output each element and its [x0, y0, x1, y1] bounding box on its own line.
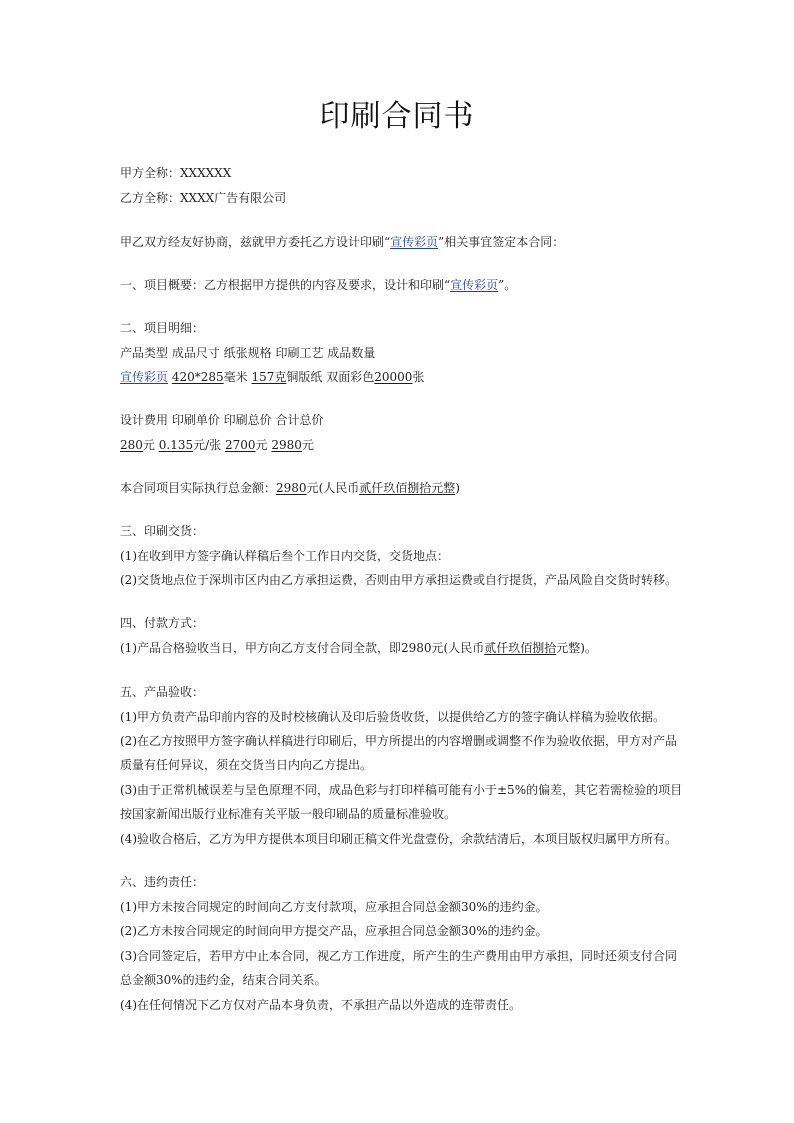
grand-total-value: 2980	[271, 438, 302, 452]
party-b-line: 乙方全称：XXXX广告有限公司	[120, 191, 287, 205]
delivery-item-2: (2)交货地点位于深圳市区内由乙方承担运费，否则由甲方承担运费或自行提货，产品风险自交货时转移。	[120, 573, 678, 587]
item-table-header-1: 产品类型 成品尺寸 纸张规格 印刷工艺 成品数量	[120, 346, 376, 360]
product-link[interactable]: 宣传彩页	[390, 235, 439, 249]
section-5-heading: 五、产品验收：	[120, 685, 205, 699]
acceptance-line-1: (1)甲方负责产品印前内容的及时校核确认及印后验货收货，以提供给乙方的签字确认样稿为验收依据。	[120, 710, 666, 724]
item-table-header-2: 设计费用 印刷单价 印刷总价 合计总价	[120, 413, 324, 427]
item-table-row-1: 宣传彩页 420*285毫米 157克铜版纸 双面彩色20000张	[120, 370, 425, 384]
unit-price-value: 0.135	[158, 438, 194, 452]
print-process-value: 双面彩色	[326, 370, 375, 384]
acceptance-line-6: (4)验收合格后，乙方为甲方提供本项目印刷正稿文件光盘壹份，余款结清后，本项目版权归属甲方所有。	[120, 832, 678, 846]
document-title: 印刷合同书	[319, 99, 475, 134]
party-a-line: 甲方全称：XXXXXX	[120, 166, 232, 180]
product-link[interactable]: 宣传彩页	[450, 278, 499, 292]
paper-weight-value: 157克	[251, 370, 287, 384]
acceptance-line-2: (2)在乙方按照甲方签字确认样稿进行印刷后，甲方所提出的内容增删或调整不作为验收依据，甲方对产品	[120, 734, 678, 748]
section-1-overview: 一、项目概要：乙方根据甲方提供的内容及要求，设计和印刷“宣传彩页”。	[120, 278, 517, 292]
print-total-value: 2700	[224, 438, 256, 452]
section-4-heading: 四、付款方式：	[120, 616, 205, 630]
payment-amount-words: 贰仟玖佰捌拾	[484, 641, 557, 655]
liability-line-3: (3)合同签定后，若甲方中止本合同，视乙方工作进度，所产生的生产费用由甲方承担，同时还须支付合同	[120, 949, 678, 963]
liability-line-2: (2)乙方未按合同规定的时间向甲方提交产品，应承担合同总金额30%的违约金。	[120, 924, 548, 938]
size-value: 420*285	[171, 370, 224, 384]
section-2-heading: 二、项目明细：	[120, 321, 205, 335]
liability-line-1: (1)甲方未按合同规定的时间向乙方支付款项，应承担合同总金额30%的违约金。	[120, 900, 548, 914]
acceptance-line-4: (3)由于正常机械误差与呈色原理不同，成品色彩与打印样稿可能有小于±5%的偏差，其它若需检验的项目	[120, 783, 683, 797]
liability-line-4: 总金额30%的违约金，结束合同关系。	[120, 973, 327, 987]
total-amount-words: 贰仟玖佰捌拾元整	[359, 481, 456, 495]
section-6-heading: 六、违约责任：	[120, 875, 205, 889]
total-amount-line: 本合同项目实际执行总金额：2980元(人民币贰仟玖佰捌拾元整)	[120, 481, 460, 495]
design-fee-value: 280	[120, 438, 143, 452]
delivery-item-1: (1)在收到甲方签字确认样稿后叁个工作日内交货，交货地点：	[120, 549, 450, 563]
liability-line-5: (4)在任何情况下乙方仅对产品本身负责，不承担产品以外造成的连带责任。	[120, 998, 522, 1012]
payment-item-1: (1)产品合格验收当日，甲方向乙方支付合同全款，即2980元(人民币贰仟玖佰捌拾元整)。	[120, 641, 597, 655]
quantity-value: 20000	[374, 370, 413, 384]
intro-paragraph: 甲乙双方经友好协商，兹就甲方委托乙方设计印刷“宣传彩页”相关事宜签定本合同：	[120, 235, 565, 249]
item-table-row-2: 280元 0.135元/张 2700元 2980元	[120, 438, 314, 452]
acceptance-line-5: 按国家新闻出版行业标准有关平版一般印刷品的质量标准验收。	[120, 807, 457, 821]
acceptance-line-3: 质量有任何异议，须在交货当日内向乙方提出。	[120, 758, 373, 772]
total-amount-value: 2980	[276, 481, 307, 495]
product-type-value[interactable]: 宣传彩页	[120, 370, 169, 384]
section-3-heading: 三、印刷交货：	[120, 524, 205, 538]
